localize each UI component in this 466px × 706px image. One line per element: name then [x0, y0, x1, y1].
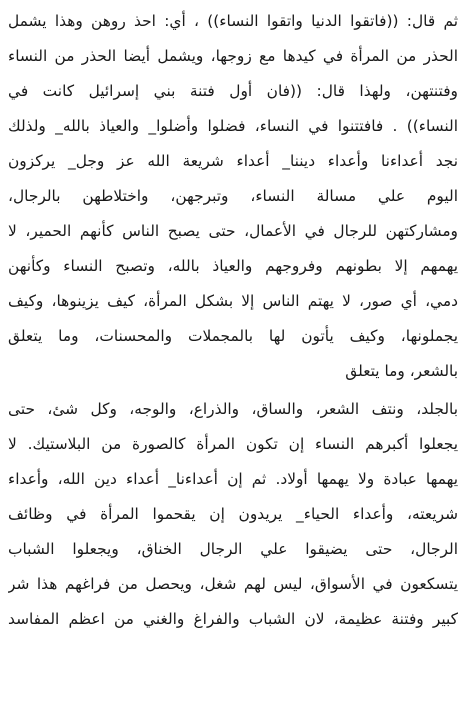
text-line: يجعلوا أكبرهم النساء إن تكون المرأة كالصورة من البلاستيك. لا: [8, 435, 458, 453]
text-line: يهمهم إلا بطونهم وفروجهم والعياذ بالله، وتصبح النساء وكأنهن: [8, 257, 458, 275]
text-line: يتسكعون في الأسواق، ليس لهم شغل، ويحصل من فراغهم هذا شر: [8, 575, 458, 593]
text-line: دمي، أي صور، لا يهتم الناس إلا بشكل المرأة، كيف يزينوها، وكيف: [8, 292, 458, 310]
text-line: الرجال، حتى يضيقوا علي الرجال الخناق، ويجعلوا الشباب: [8, 540, 458, 558]
paragraph-1: [8, 4, 458, 389]
text-line: كبير وفتنة عظيمة، لان الشباب والفراغ والغني من اعظم المفاسد: [8, 610, 458, 628]
text-line: بالجلد، ونتف الشعر، والساق، والذراع، والوجه، وكل شئ، حتى: [8, 400, 458, 418]
text-line: يهمها عبادة ولا يهمها أولاد. ثم إن أعداءنا_ أعداء دين الله، وأعداء: [8, 470, 458, 488]
text-line: ومشاركتهن للرجال في الأعمال، حتى يصبح الناس كأنهم الحمير، لا: [8, 222, 458, 240]
text-line-last: بالشعر، وما يتعلق: [345, 362, 458, 380]
text-line: النساء)) . فافتتنوا في النساء، فضلوا وأضلوا_ والعياذ بالله_ ولذلك: [8, 117, 458, 135]
text-line: الحذر من المرأة في كيدها مع زوجها، ويشمل أيضا الحذر من النساء: [8, 47, 458, 65]
text-line: يجملونها، وكيف يأتون لها بالمجملات والمحسنات، وما يتعلق: [8, 327, 458, 345]
text-line: شريعته، وأعداء الحياء_ يريدون إن يقحموا المرأة في وظائف: [8, 505, 458, 523]
paragraph-2: [8, 392, 458, 637]
text-line: ثم قال: ((فاتقوا الدنيا واتقوا النساء)) ، أي: احذ روهن وهذا يشمل: [8, 12, 458, 30]
text-line: نجد أعداءنا وأعداء ديننا_ أعداء شريعة الله عز وجل_ يركزون: [8, 152, 458, 170]
text-line: اليوم علي مسالة النساء، وتبرجهن، واختلاطهن بالرجال،: [8, 187, 458, 205]
text-line: وفتنتهن، ولهذا قال: ((فان أول فتنة بني إسرائيل كانت في: [8, 82, 458, 100]
